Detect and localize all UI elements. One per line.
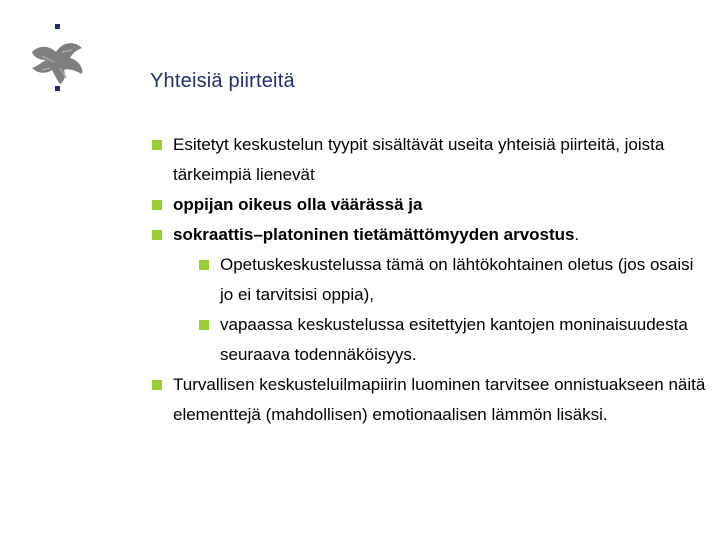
bullet-item [150,190,710,220]
bullet-text: sokraattis–platoninen tietämättömyyden arvostus [173,225,575,244]
bullet-item [150,220,710,250]
bullet-text: oppijan oikeus olla väärässä ja [173,195,423,214]
bullet-text: Opetuskeskustelussa tämä on lähtökohtainen oletus (jos osaisi jo ei tarvitsisi oppia), [220,255,694,304]
bullet-text: vapaassa keskustelussa esitettyjen kantojen moninaisuudesta seuraava todennäköisyys. [220,315,688,364]
bullet-item [150,370,710,430]
bullet-square-icon [199,320,209,330]
bullet-square-icon [152,140,162,150]
bullet-text-suffix: . [574,225,580,244]
bullet-square-icon [152,200,162,210]
bullet-square-icon [152,230,162,240]
sub-bullet-item [150,250,710,310]
slide-content [150,130,710,430]
university-helsinki-logo-icon [22,22,92,102]
sub-bullet-item [150,310,710,370]
bullet-text: Esitetyt keskustelun tyypit sisältävät useita yhteisiä piirteitä, joista tärkeimpiä lienevät [173,135,665,184]
bullet-square-icon [152,380,162,390]
slide-title: Yhteisiä piirteitä [150,70,295,92]
bullet-item [150,130,710,190]
bullet-text: Turvallisen keskusteluilmapiirin luominen tarvitsee onnistuakseen näitä elementtejä (mahdollisen) emotionaalisen lämmön lisäksi. [173,375,706,424]
bullet-square-icon [199,260,209,270]
